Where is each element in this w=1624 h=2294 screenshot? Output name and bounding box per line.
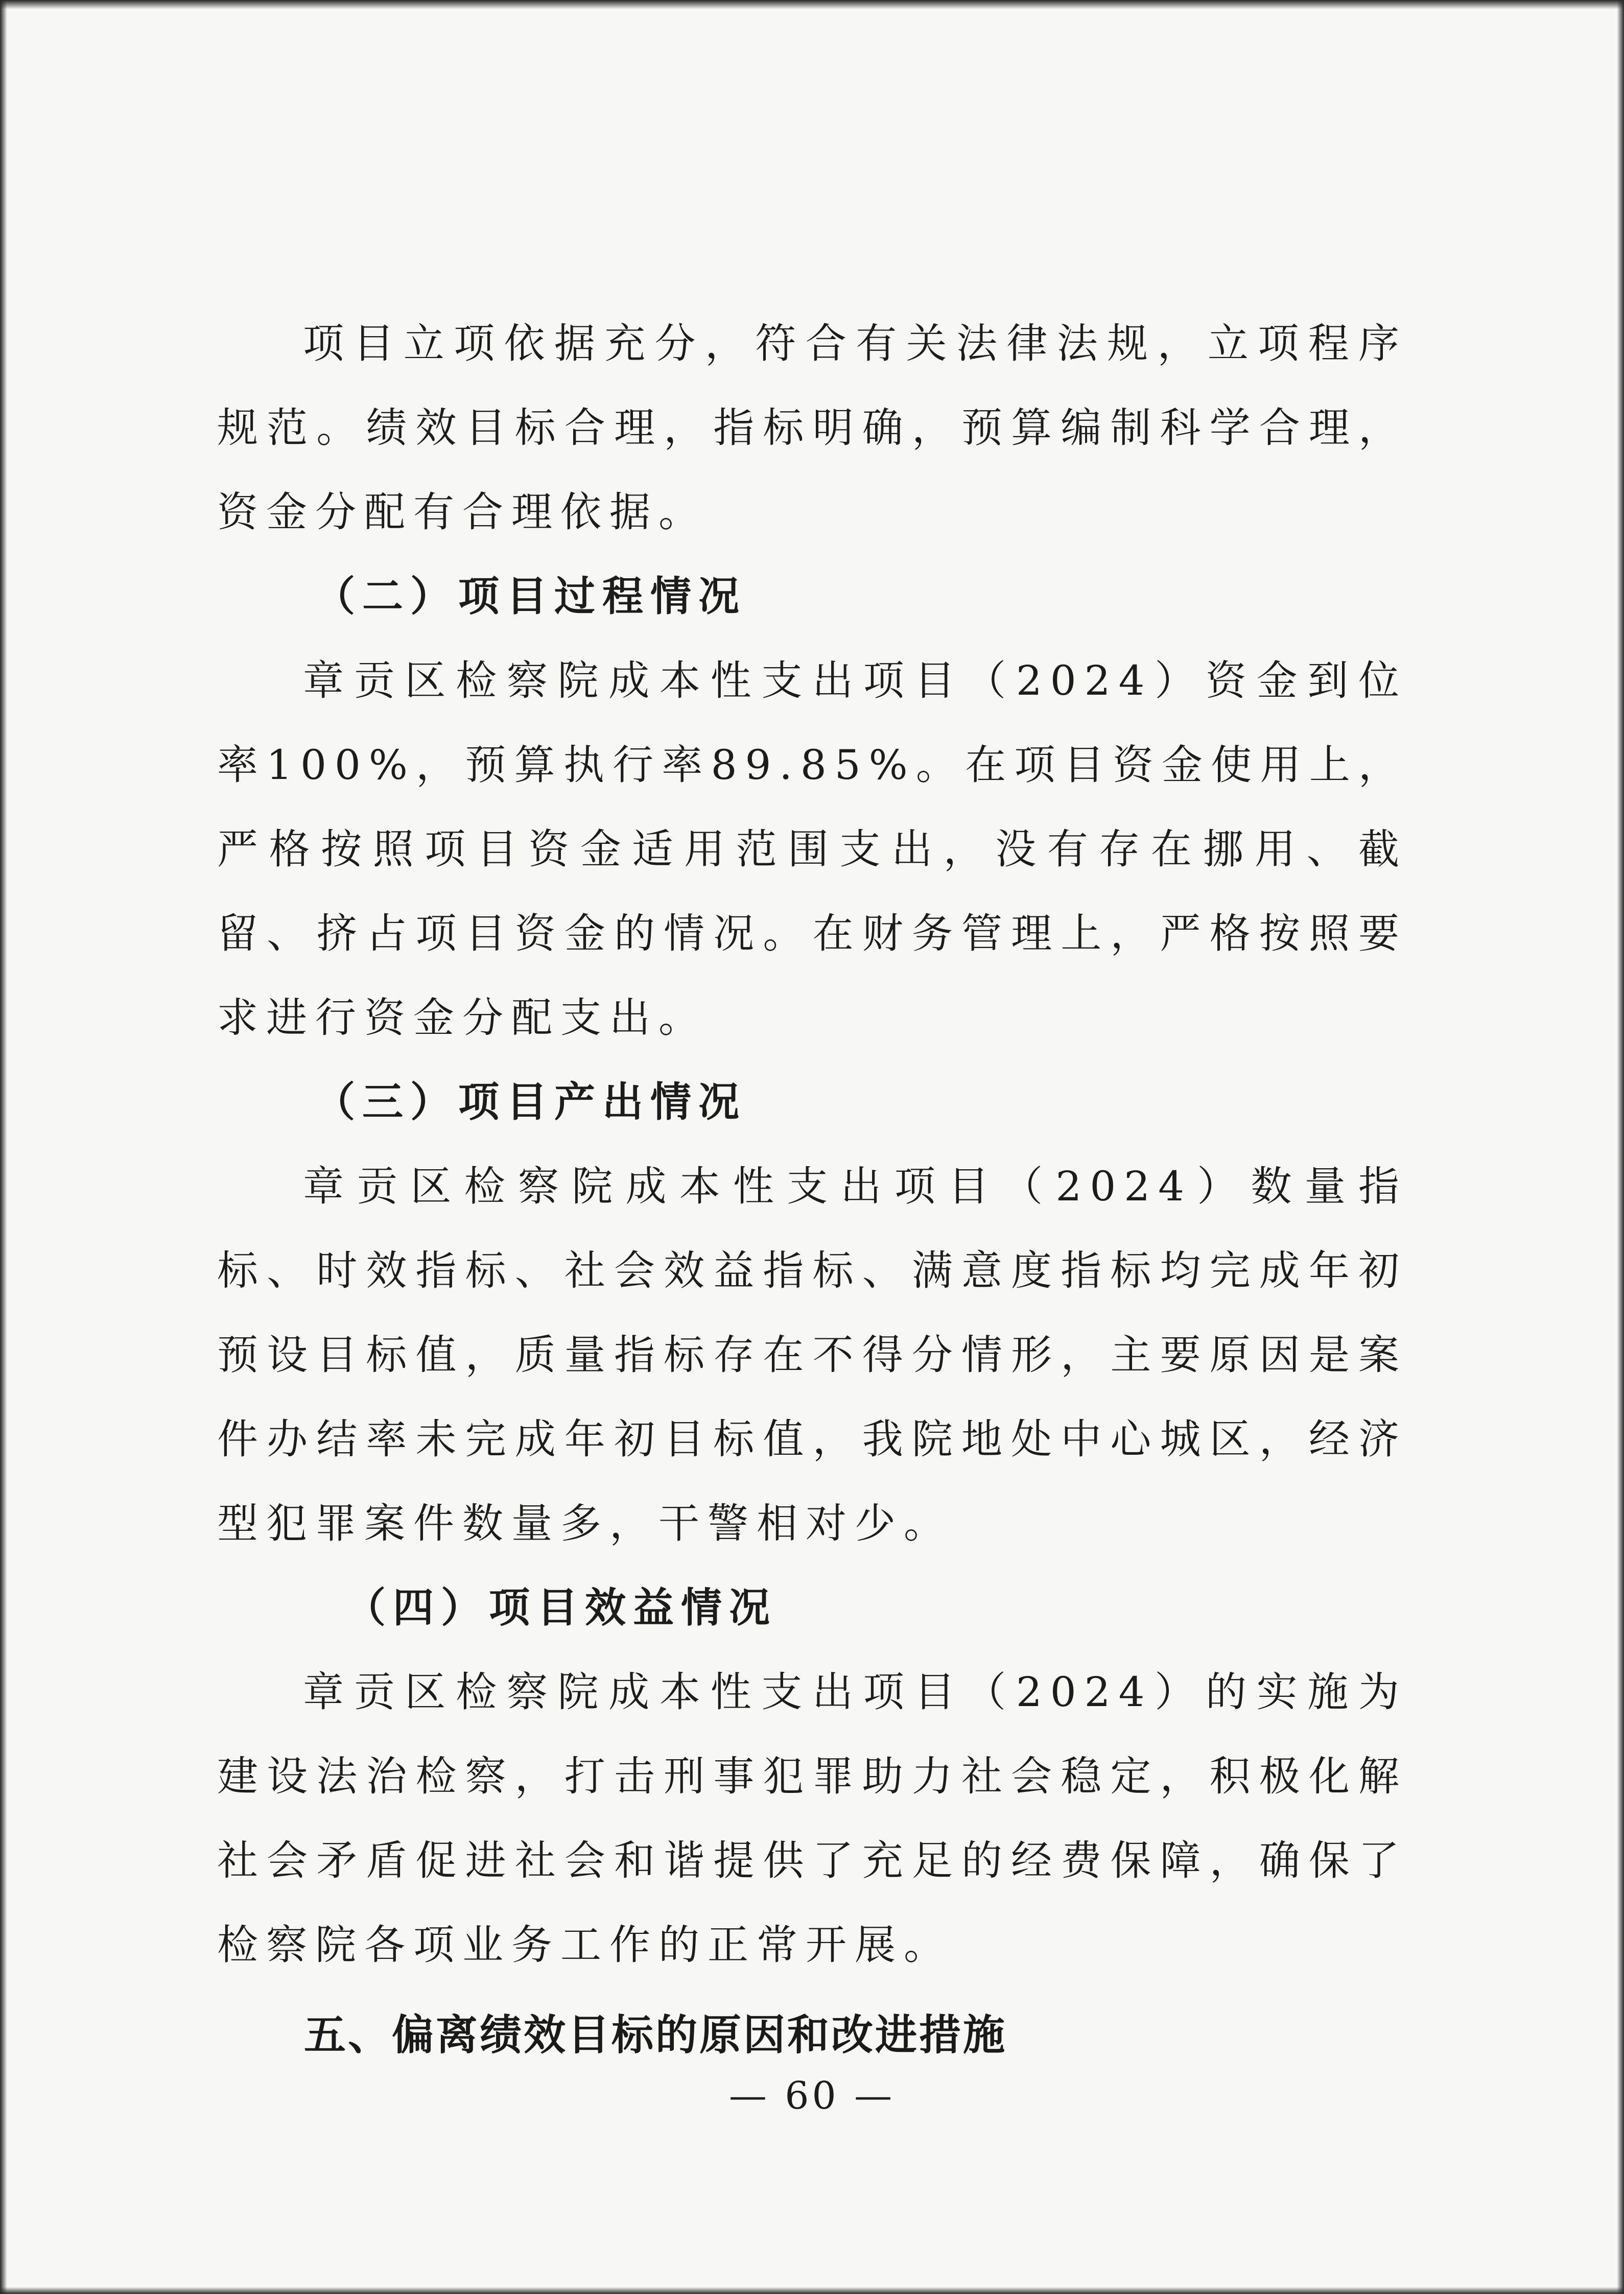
subheading-output: （三）项目产出情况 <box>314 1078 746 1126</box>
page-number: — 60 — <box>728 2074 896 2118</box>
paragraph-project-basis: 项目立项依据充分，符合有关法律法规，立项程序规范。绩效目标合理，指标明确，预算编制科学合理，资金分配有合理依据。 <box>217 320 1407 536</box>
section-heading-deviation: 五、偏离绩效目标的原因和改进措施 <box>304 2011 1007 2060</box>
paragraph-benefit: 章贡区检察院成本性支出项目（2024）的实施为建设法治检察，打击刑事犯罪助力社会稳定，积极化解社会矛盾促进社会和谐提供了充足的经费保障，确保了检察院各项业务工作的正常开展。 <box>217 1668 1407 1969</box>
document-body <box>217 301 1407 2079</box>
scan-border-bottom <box>0 2287 1624 2294</box>
paragraph-output: 章贡区检察院成本性支出项目（2024）数量指标、时效指标、社会效益指标、满意度指标均完成年初预设目标值，质量指标存在不得分情形，主要原因是案件办结率未完成年初目标值，我院地处中心城区，经济型犯罪案件数量多，干警相对少。 <box>217 1163 1407 1547</box>
paragraph-process: 章贡区检察院成本性支出项目（2024）资金到位率100%，预算执行率89.85%。在项目资金使用上，严格按照项目资金适用范围支出，没有存在挪用、截留、挤占项目资金的情况。在财务管理上，严格按照要求进行资金分配支出。 <box>217 657 1407 1042</box>
subheading-process: （二）项目过程情况 <box>314 572 746 620</box>
subheading-benefit: （四）项目效益情况 <box>345 1583 777 1631</box>
scan-border-right <box>1617 0 1624 2294</box>
scan-border-top <box>0 0 1624 9</box>
scan-border-left <box>0 0 7 2294</box>
